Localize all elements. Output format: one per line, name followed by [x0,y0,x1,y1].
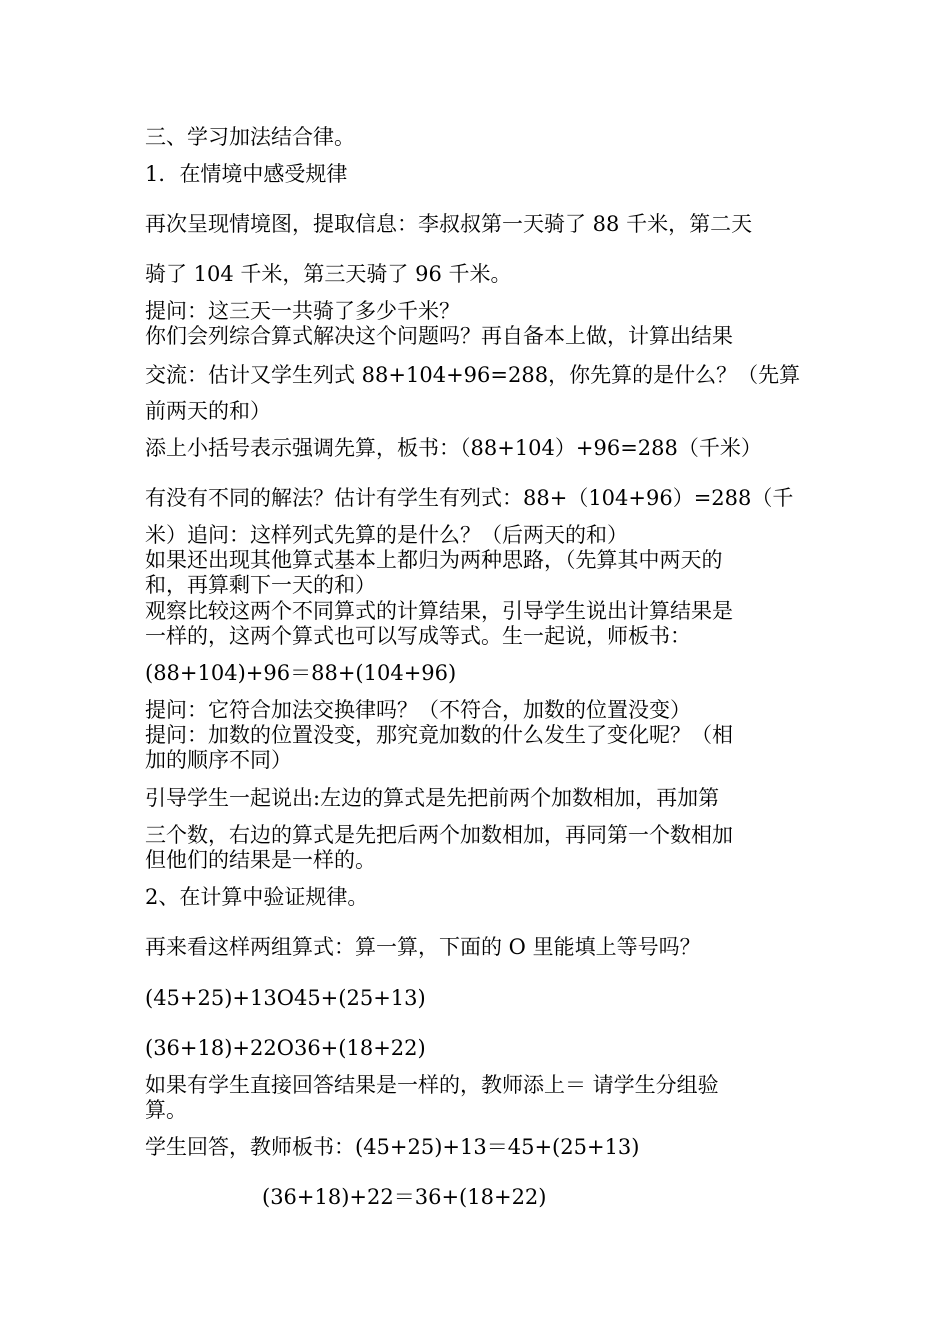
subsection-heading: 1．在情境中感受规律 [145,162,348,186]
paragraph-line: 加的顺序不同） [145,748,292,772]
paragraph-line: 提问：它符合加法交换律吗？（不符合，加数的位置没变） [145,698,691,722]
paragraph-line: 引导学生一起说出:左边的算式是先把前两个加数相加，再加第 [145,786,720,810]
paragraph-line: 再次呈现情境图，提取信息：李叔叔第一天骑了 88 千米，第二天 [145,212,753,236]
equation-line: (45+25)+13O45+(25+13) [145,986,426,1010]
equation-line: (36+18)+22＝36+(18+22) [262,1185,547,1209]
paragraph-line: 三个数，右边的算式是先把后两个加数相加，再同第一个数相加 [145,823,733,847]
paragraph-line: 添上小括号表示强调先算，板书：（88+104）+96=288（千米） [145,436,762,460]
paragraph-line: 米）追问：这样列式先算的是什么？（后两天的和） [145,523,628,547]
paragraph-line: 如果有学生直接回答结果是一样的，教师添上＝ 请学生分组验 [145,1073,719,1097]
section-heading: 三、学习加法结合律。 [145,125,355,149]
paragraph-line: 观察比较这两个不同算式的计算结果，引导学生说出计算结果是 [145,599,733,623]
paragraph-line: 你们会列综合算式解决这个问题吗？再自备本上做，计算出结果 [145,324,733,348]
paragraph-line: 和，再算剩下一天的和） [145,573,376,597]
paragraph-line: 学生回答，教师板书：(45+25)+13＝45+(25+13) [145,1135,640,1159]
paragraph-line: 提问：加数的位置没变，那究竟加数的什么发生了变化呢？（相 [145,723,733,747]
paragraph-line: 再来看这样两组算式：算一算，下面的 O 里能填上等号吗？ [145,935,701,959]
paragraph-line: 算。 [145,1098,187,1122]
paragraph-line: 但他们的结果是一样的。 [145,848,376,872]
paragraph-line: 有没有不同的解法？估计有学生有列式：88+（104+96）=288（千 [145,486,794,510]
paragraph-line: 如果还出现其他算式基本上都归为两种思路，（先算其中两天的 [145,548,723,572]
paragraph-line: 一样的，这两个算式也可以写成等式。生一起说，师板书： [145,624,691,648]
paragraph-line: 前两天的和） [145,399,271,423]
paragraph-line: 交流：估计又学生列式 88+104+96=288，你先算的是什么？（先算 [145,363,801,387]
subsection-heading: 2、在计算中验证规律。 [145,885,369,909]
equation-line: (36+18)+22O36+(18+22) [145,1036,426,1060]
paragraph-line: 骑了 104 千米，第三天骑了 96 千米。 [145,262,512,286]
equation-line: (88+104)+96＝88+(104+96) [145,661,457,685]
paragraph-line: 提问：这三天一共骑了多少千米？ [145,299,460,323]
